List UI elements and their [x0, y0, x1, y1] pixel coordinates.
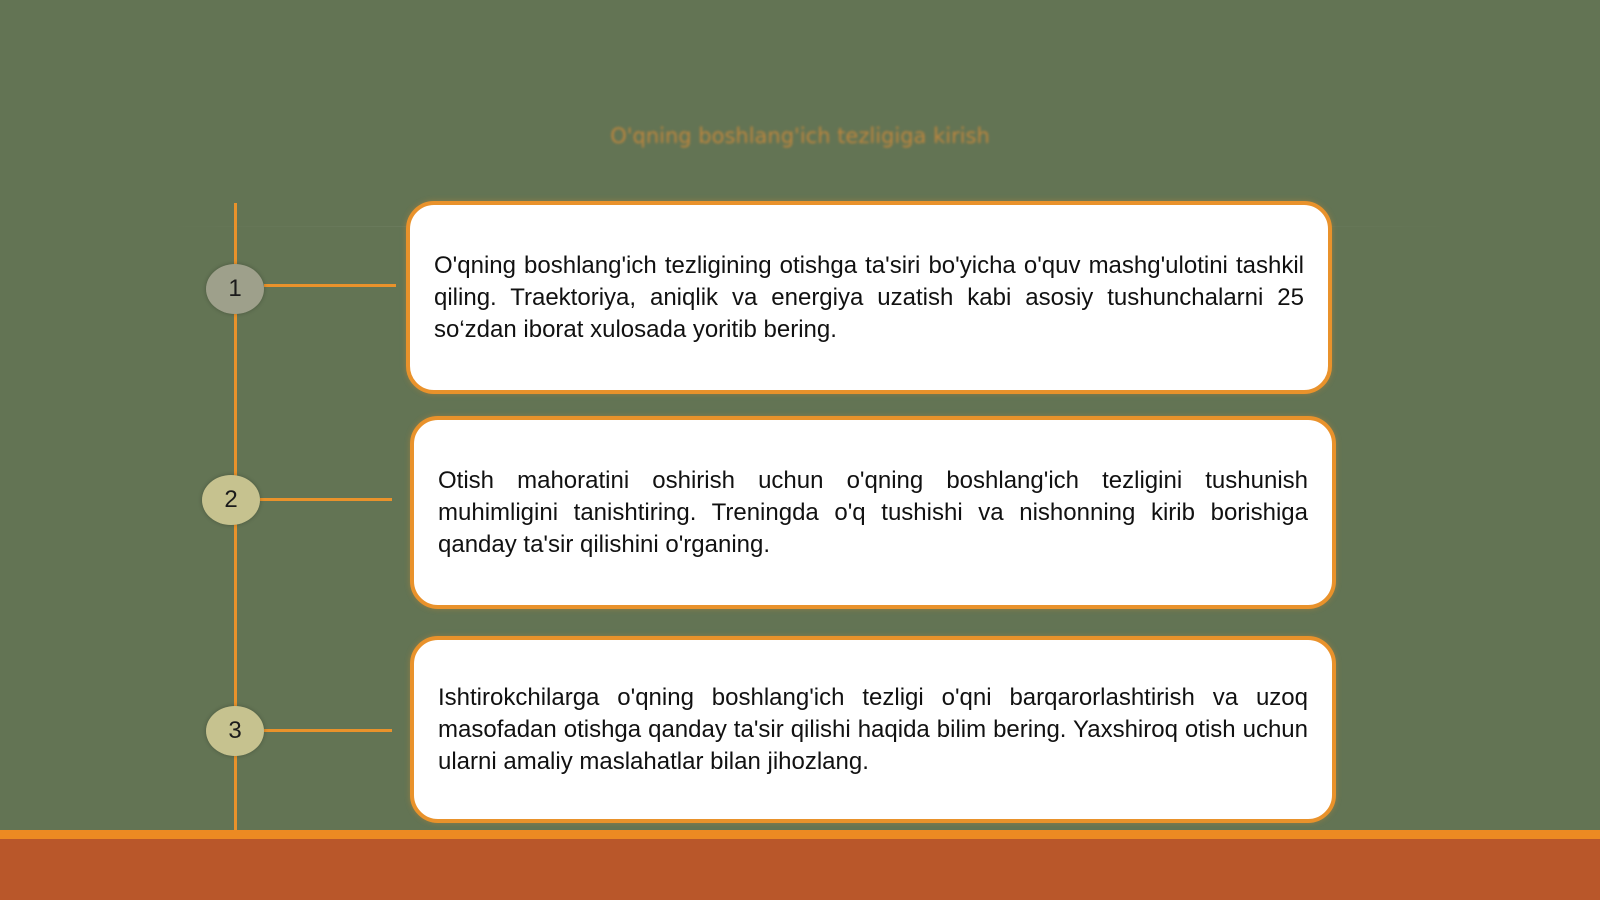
step-number-2 — [202, 475, 260, 525]
step-card-2 — [410, 416, 1336, 609]
step-number-label: 2 — [224, 486, 238, 513]
step-text: Ishtirokchilarga o'qning boshlang'ich tezligi o'qni barqarorlashtirish va uzoq masofadan otishga qanday ta'sir qilishi haqida bilim bering. Yaxshiroq otish uchun ularni amaliy maslahatlar bilan jihozlang. — [438, 683, 1308, 775]
footer-band — [0, 830, 1600, 900]
step-number-label: 3 — [228, 717, 242, 744]
step-number-3 — [206, 706, 264, 756]
connector-3 — [264, 729, 392, 732]
step-number-1 — [206, 264, 264, 314]
step-number-label: 1 — [228, 275, 242, 302]
slide-title: O'qning boshlang'ich tezligiga kirish — [610, 124, 990, 148]
step-card-3 — [410, 636, 1336, 823]
connector-1 — [264, 284, 396, 287]
connector-2 — [260, 498, 392, 501]
footer-stripe — [0, 830, 1600, 839]
step-text: Otish mahoratini oshirish uchun o'qning boshlang'ich tezligini tushunish muhimligini tanishtiring. Treningda o'q tushishi va nishonning kirib borishiga qanday ta'sir qilishini o'rganing. — [438, 466, 1308, 558]
step-text: O'qning boshlang'ich tezligining otishga ta'siri bo'yicha o'quv mashg'ulotini tashkil qiling. Traektoriya, aniqlik va energiya uzatish kabi asosiy tushunchalarni 25 so‘zdan iborat xulosada yoritib bering. — [434, 251, 1304, 343]
step-card-1 — [406, 201, 1332, 394]
